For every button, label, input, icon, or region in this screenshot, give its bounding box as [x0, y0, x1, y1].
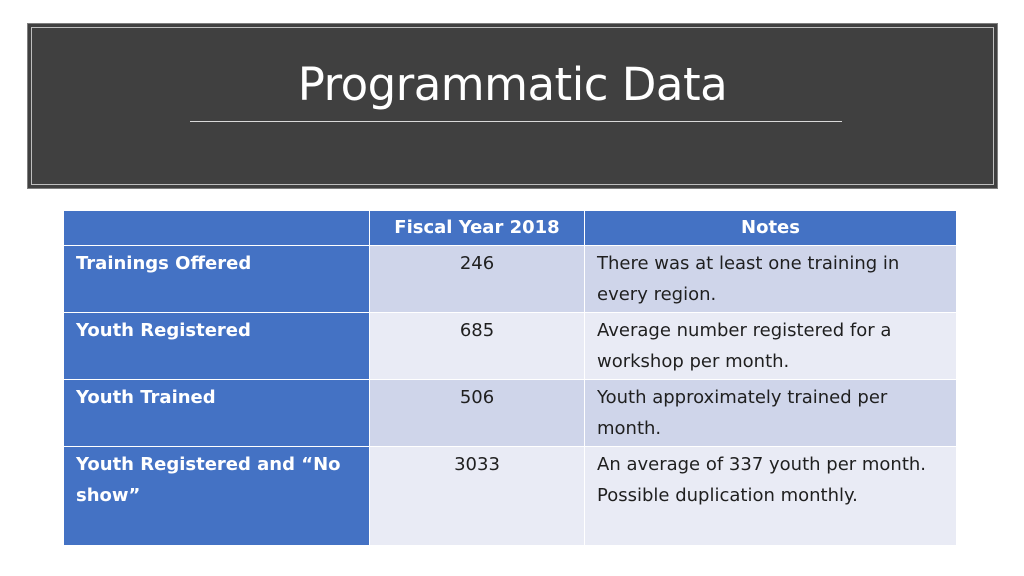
row-label: Youth Trained	[64, 380, 370, 447]
table-row	[64, 246, 957, 313]
row-note: Average number registered for a workshop per month.	[585, 313, 957, 380]
row-value: 3033	[370, 447, 585, 546]
row-note: There was at least one training in every region.	[585, 246, 957, 313]
data-table	[63, 210, 957, 546]
row-note: Youth approximately trained per month.	[585, 380, 957, 447]
header-notes: Notes	[585, 211, 957, 246]
table-row	[64, 447, 957, 546]
page-title: Programmatic Data	[297, 58, 728, 111]
title-divider	[190, 121, 842, 122]
table-row	[64, 313, 957, 380]
table-row	[64, 380, 957, 447]
row-label: Youth Registered	[64, 313, 370, 380]
header-fiscal-year: Fiscal Year 2018	[370, 211, 585, 246]
row-label: Youth Registered and “No show”	[64, 447, 370, 546]
header-corner	[64, 211, 370, 246]
title-frame	[31, 27, 994, 185]
row-value: 246	[370, 246, 585, 313]
title-banner	[27, 23, 998, 189]
table-header-row	[64, 211, 957, 246]
row-note: An average of 337 youth per month. Possible duplication monthly.	[585, 447, 957, 546]
row-value: 685	[370, 313, 585, 380]
row-label: Trainings Offered	[64, 246, 370, 313]
row-value: 506	[370, 380, 585, 447]
